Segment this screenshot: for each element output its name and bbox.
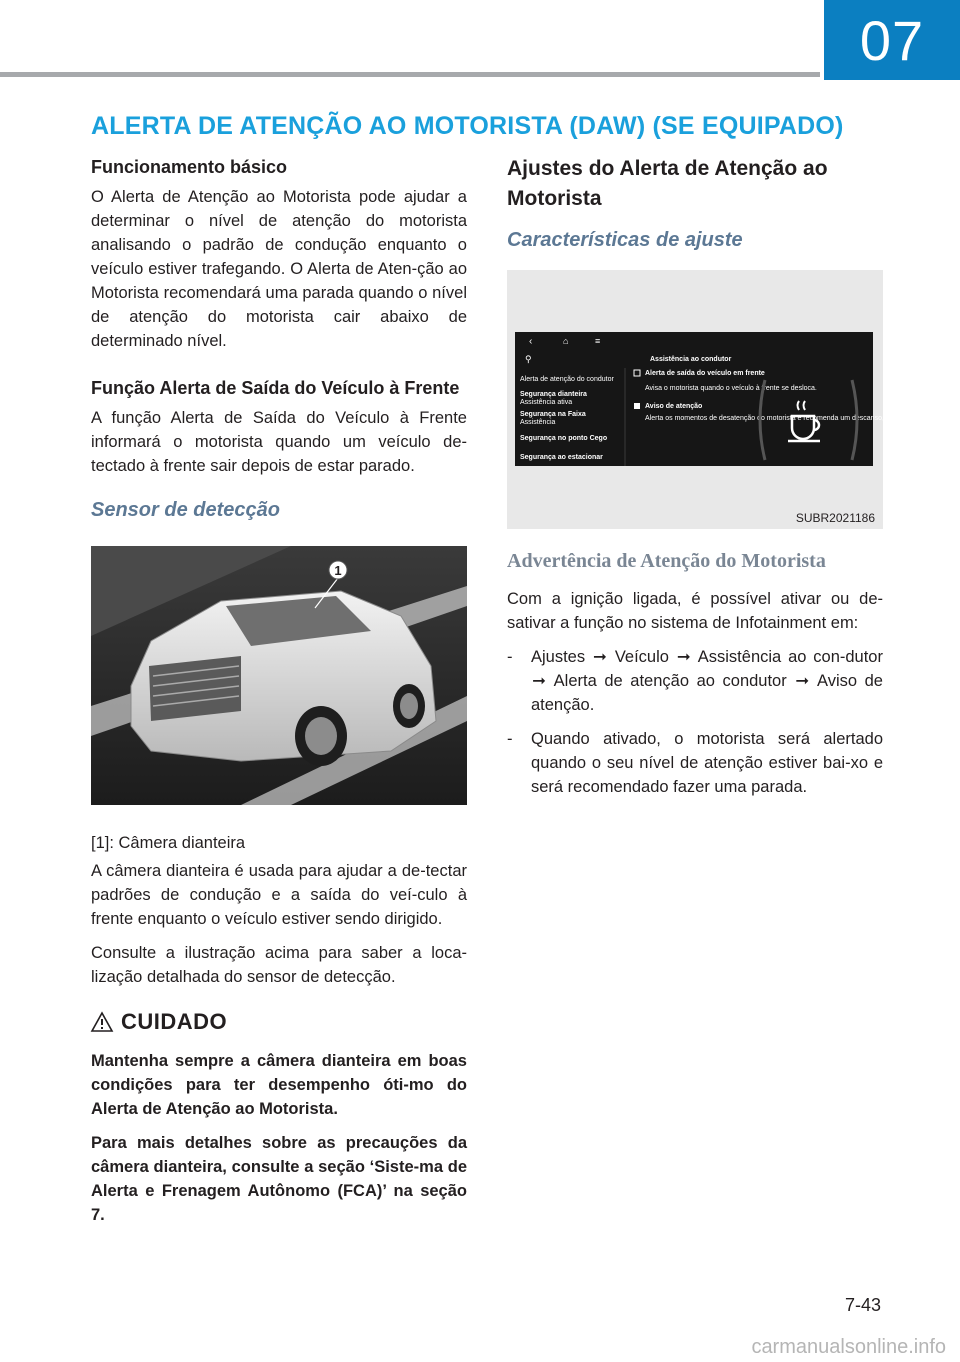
car-illustration — [91, 546, 467, 805]
path-step: Aviso de atenção. — [531, 672, 883, 714]
arrow-right-icon: ➞ — [532, 672, 546, 690]
bullet-activated: - Quando ativado, o motorista será alertado quando o seu nível de atenção estiver bai-xo e será recomendado fazer uma parada. — [507, 727, 883, 799]
menu-icon: ≡ — [595, 336, 601, 346]
menu-item-sub: Assistência ativa — [520, 399, 573, 406]
menu-item[interactable]: Segurança na Faixa — [520, 411, 586, 418]
leading-vehicle-text: A função Alerta de Saída do Veículo à Frente informará o motorista quando um veículo de-tectado à frente sair depois de estar parado. — [91, 409, 467, 475]
chapter-tab: 07 — [824, 0, 960, 80]
caution-paragraph-1: Mantenha sempre a câmera dianteira em boas condições para ter desempenho óti-mo do Alerta de Atenção ao Motorista. — [91, 1052, 467, 1118]
option-2-desc: Alerta os momentos de desatenção do motorista e recomenda um descanso, se necessário. — [645, 415, 931, 422]
callout-number: 1 — [334, 563, 342, 578]
camera-text: A câmera dianteira é usada para ajudar a de-tectar padrões de condução e a saída do veí-culo à frente enquanto o veículo estiver sendo dirigido. — [91, 862, 467, 928]
path-step: Ajustes — [531, 648, 586, 666]
right-column — [507, 154, 931, 799]
menu-item[interactable]: Segurança dianteira — [520, 391, 587, 398]
figure-caption: [1]: Câmera dianteira — [91, 834, 246, 852]
warning-title: Advertência de Atenção do Motorista — [507, 550, 826, 572]
checkbox-checked[interactable] — [634, 403, 640, 409]
menu-item[interactable]: Segurança ao estacionar — [520, 454, 603, 461]
page-number: 7-43 — [844, 1295, 881, 1315]
path-step: Assistência ao con-dutor — [697, 648, 883, 666]
features-title: Características de ajuste — [507, 229, 743, 251]
basic-operation-text: O Alerta de Atenção ao Motorista pode ajudar a determinar o nível de atenção do motorista analisando o padrão de condução enquanto o veículo estiver trafegando. O Alerta de Aten-ção ao Motorista recomendará uma parada quando o nível de atenção do motorista cair abaixo de determinado nível. — [91, 188, 467, 350]
infotainment-illustration — [507, 270, 931, 529]
warning-triangle-icon — [91, 1012, 113, 1032]
option-1-title: Alerta de saída do veículo em frente — [645, 370, 765, 377]
section-title: ALERTA DE ATENÇÃO AO MOTORISTA (DAW) (SE EQUIPADO) — [91, 112, 844, 140]
arrow-right-icon: ➞ — [676, 648, 691, 666]
caution-paragraph-2: Para mais detalhes sobre as precauções da câmera dianteira, consulte a seção ‘Siste-ma de Alerta e Frenagem Autônomo (FCA)’ na seção 7. — [91, 1134, 467, 1224]
option-1-desc: Avisa o motorista quando o veículo à frente se desloca. — [645, 385, 817, 392]
option-2-title: Aviso de atenção — [645, 403, 703, 410]
basic-operation-title: Funcionamento básico — [91, 157, 288, 177]
menu-item-sub: Assistência — [520, 419, 556, 426]
caution-title: CUIDADO — [121, 1009, 228, 1034]
watermark: carmanualsonline.info — [751, 1336, 946, 1358]
bullet-path: - Ajustes ➞ Veículo ➞ Assistência ao con-dutor ➞ Alerta de atenção ao condutor ➞ Aviso de atenção. — [507, 645, 883, 717]
bullet-activated-text: Quando ativado, o motorista será alertado quando o seu nível de atenção estiver bai-xo e será recomendado fazer uma parada. — [531, 730, 883, 796]
infotainment-screen — [507, 270, 931, 529]
search-icon: ⚲ — [525, 354, 532, 364]
settings-title: Ajustes do Alerta de Atenção ao Motorista — [507, 157, 828, 210]
refer-text: Consulte a ilustração acima para saber a loca-lização detalhada do sensor de detecção. — [91, 944, 467, 986]
home-icon: ⌂ — [563, 336, 569, 346]
leading-vehicle-title: Função Alerta de Saída do Veículo à Frente — [91, 378, 460, 398]
caution-heading — [91, 1009, 467, 1035]
left-column — [91, 154, 467, 1227]
figure-code: SUBR2021186 — [795, 511, 875, 525]
panel-title: Assistência ao condutor — [650, 356, 732, 363]
menu-item[interactable]: Segurança no ponto Cego — [520, 435, 608, 442]
arrow-right-icon: ➞ — [795, 672, 810, 690]
back-icon: ‹ — [529, 336, 533, 347]
path-step: Veículo — [614, 648, 669, 666]
warning-text: Com a ignição ligada, é possível ativar ou de-sativar a função no sistema de Infotainment em: — [507, 590, 883, 632]
arrow-right-icon: ➞ — [593, 648, 607, 666]
menu-item[interactable]: Alerta de atenção do condutor — [520, 376, 614, 383]
sensor-title: Sensor de detecção — [91, 499, 280, 521]
path-step: Alerta de atenção ao condutor — [553, 672, 787, 690]
car-drawing — [91, 546, 467, 805]
top-rule — [0, 72, 820, 77]
